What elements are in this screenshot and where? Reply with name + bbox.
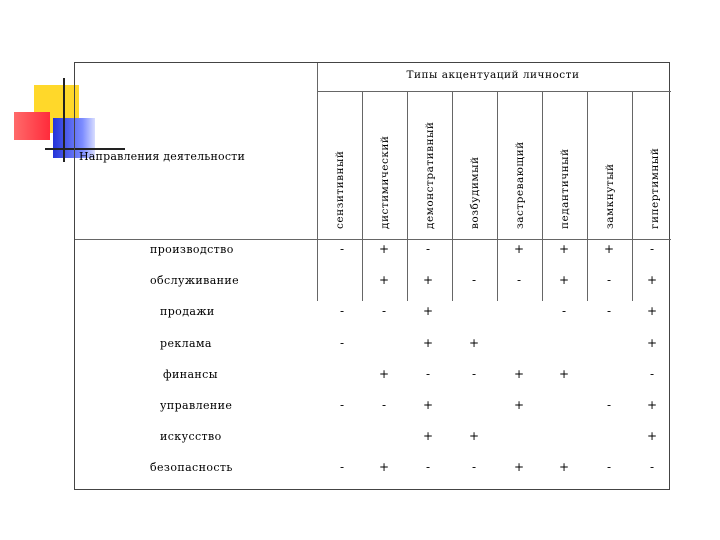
table-cell-mark: - <box>649 366 655 381</box>
table-cell-mark: + <box>422 335 434 350</box>
table-cell-mark: + <box>422 429 434 444</box>
table-cell-mark: - <box>339 304 345 319</box>
table-cell-mark: + <box>646 398 658 412</box>
table-cell-mark: + <box>468 335 480 350</box>
table-cell-mark: - <box>425 366 431 381</box>
table-cell-mark: + <box>558 273 570 288</box>
column-header: гипертимный <box>648 147 661 229</box>
row-label: искусство <box>160 430 222 444</box>
column-header: педантичный <box>558 148 571 229</box>
table-cell-mark: - <box>606 304 612 319</box>
table-cell-mark: - <box>425 242 431 256</box>
row-label: продажи <box>160 305 215 319</box>
table-cell-mark: + <box>378 242 390 256</box>
row-label: обслуживание <box>150 274 240 288</box>
table-cell-mark: + <box>422 304 434 319</box>
table-cell-mark: + <box>646 273 658 288</box>
title-divider <box>317 91 671 92</box>
table-cell-mark: + <box>513 242 525 256</box>
row-header: Направления деятельности <box>79 150 245 163</box>
table-cell-mark: + <box>422 273 434 288</box>
table-cell-mark: + <box>513 460 525 475</box>
row-label: производство <box>150 243 234 256</box>
table-cell-mark: + <box>378 460 390 475</box>
table-cell-mark: - <box>471 460 477 475</box>
table-cell-mark: + <box>378 366 390 381</box>
table-cell-mark: + <box>646 304 658 319</box>
table-cell-mark: + <box>558 242 570 256</box>
table-cell-mark: + <box>646 429 658 444</box>
table-cell-mark: - <box>606 273 612 288</box>
table-cell-mark: + <box>603 242 615 256</box>
table-cell-mark: - <box>606 460 612 475</box>
table-cell-mark: + <box>468 429 480 444</box>
column-header: застревающий <box>513 141 526 229</box>
table-cell-mark: - <box>649 242 655 256</box>
column-header: возбудимый <box>468 156 481 229</box>
table-cell-mark: + <box>513 398 525 412</box>
decor-red-square <box>14 112 50 140</box>
table-title: Типы акцентуаций личности <box>406 69 580 81</box>
table-cell-mark: - <box>606 398 612 412</box>
table-cell-mark: + <box>513 366 525 381</box>
row-label: реклама <box>160 336 212 350</box>
table-cell-mark: - <box>339 460 345 475</box>
table-cell-mark: - <box>381 398 387 412</box>
table-cell-mark: + <box>646 335 658 350</box>
table-cell-mark: - <box>381 304 387 319</box>
column-header: дистимический <box>378 135 391 229</box>
column-header: демонстративный <box>423 121 436 229</box>
table-cell-mark: - <box>516 273 522 288</box>
table-cell-mark: - <box>561 304 567 319</box>
table-cell-mark: - <box>471 273 477 288</box>
row-label: управление <box>160 399 233 412</box>
column-header: замкнутый <box>603 163 616 229</box>
table-cell-mark: - <box>339 242 345 256</box>
table-cell-mark: + <box>558 366 570 381</box>
table-cell-mark: - <box>339 335 345 350</box>
table-cell-mark: + <box>422 398 434 412</box>
row-label: безопасность <box>150 461 233 475</box>
table-cell-mark: - <box>649 460 655 475</box>
row-label: финансы <box>163 367 218 381</box>
column-header: сензитивный <box>333 150 346 229</box>
table-cell-mark: - <box>339 398 345 412</box>
table-cell-mark: + <box>378 273 390 288</box>
table-cell-mark: - <box>425 460 431 475</box>
table-cell-mark: - <box>471 366 477 381</box>
table-cell-mark: + <box>558 460 570 475</box>
